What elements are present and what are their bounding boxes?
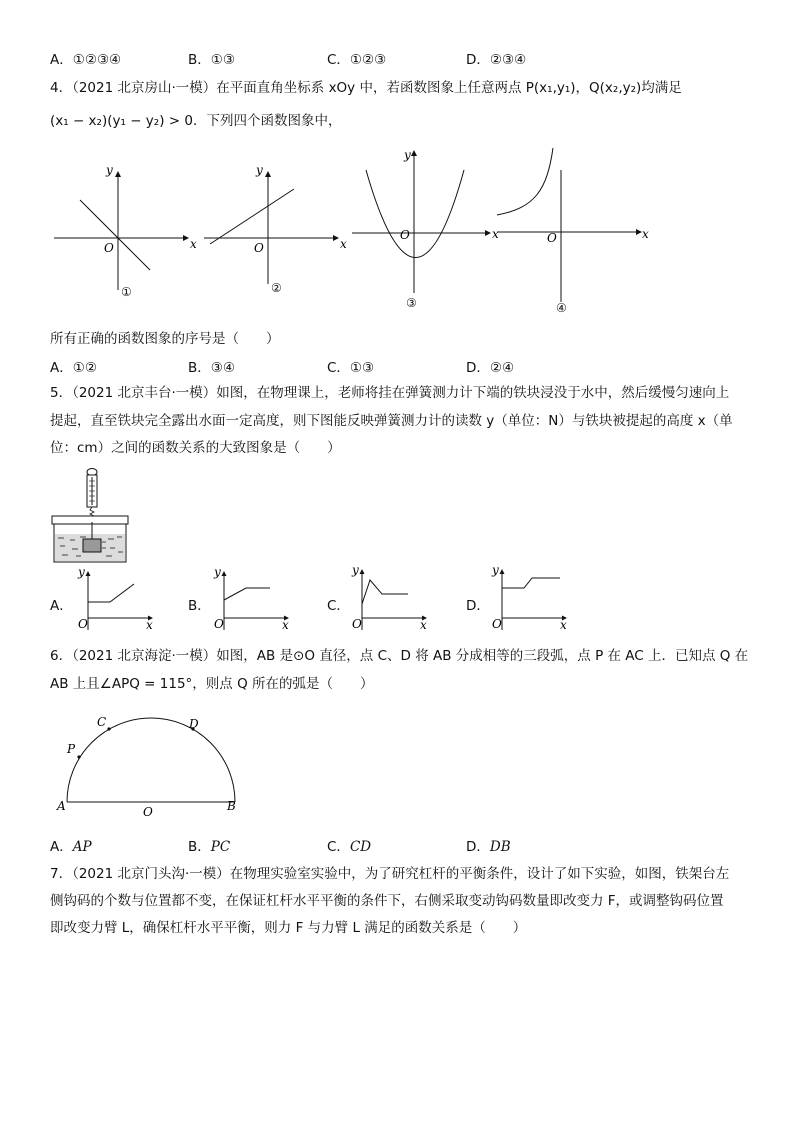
axis-x-label: x [282, 618, 289, 632]
spring-scale-illustration [50, 466, 140, 566]
q4-graph-4-label: ④ [556, 301, 567, 315]
q6-option-c: C．CD [327, 839, 372, 855]
q3-option-a: A．①②③④ [50, 52, 122, 68]
q5-option-b: B． [188, 598, 211, 614]
axis-x-label: x [560, 618, 567, 632]
q6-stem-line1: 6．（2021 北京海淀·一模）如图，AB 是⊙O 直径，点 C、D 将 AB 分成相等的三段弧，点 P 在 AC 上．已知点 Q 在 [50, 648, 749, 664]
axis-y-label: y [106, 163, 113, 177]
axis-x-label: x [190, 237, 197, 251]
q5-option-a: A． [50, 598, 73, 614]
q4-question: 所有正确的函数图象的序号是（ ） [50, 331, 280, 347]
q5-graph-b [206, 565, 296, 632]
q4-option-d: D．②④ [466, 360, 515, 376]
q4-graph-3-label: ③ [406, 296, 417, 310]
axis-y-label: y [352, 563, 359, 577]
q5-graph-a [70, 565, 160, 632]
origin-label: O [547, 231, 557, 245]
origin-label: O [400, 228, 410, 242]
q4-graph-2 [200, 160, 350, 300]
axis-x-label: x [146, 618, 153, 632]
axis-y-label: y [214, 565, 221, 579]
q6-semicircle-figure [55, 712, 245, 822]
q3-option-d: D．②③④ [466, 52, 527, 68]
point-p-label: P [67, 742, 76, 756]
point-a-label: A [57, 799, 66, 813]
point-d-label: D [189, 717, 199, 731]
point-o-label: O [143, 805, 153, 819]
q6-option-d: D．DB [466, 839, 511, 855]
point-c-label: C [97, 715, 107, 729]
q4-graph-2-label: ② [271, 281, 282, 295]
axis-x-label: x [340, 237, 347, 251]
q7-stem-line3: 即改变力臂 L，确保杠杆水平平衡，则力 F 与力臂 L 满足的函数关系是（ ） [50, 920, 527, 936]
q5-stem-line3: 位：cm）之间的函数关系的大致图象是（ ） [50, 440, 341, 456]
q6-stem-line2: AB 上且∠APQ = 115°，则点 Q 所在的弧是（ ） [50, 676, 374, 692]
q5-stem-line2: 提起，直至铁块完全露出水面一定高度，则下图能反映弹簧测力计的读数 y（单位：N）与铁块被提起的高度 x（单 [50, 413, 733, 429]
q6-option-b: B．PC [188, 839, 231, 855]
q7-stem-line1: 7．（2021 北京门头沟·一模）在物理实验室实验中，为了研究杠杆的平衡条件，设计了如下实验，如图，铁架台左 [50, 866, 730, 882]
point-b-label: B [227, 799, 236, 813]
q3-option-b: B．①③ [188, 52, 235, 68]
origin-label: O [492, 617, 502, 631]
q4-stem-line2: (x₁ − x₂)(y₁ − y₂) > 0．下列四个函数图象中， [50, 113, 342, 129]
q6-option-a: A．AP [50, 839, 92, 855]
arc-label: CD [349, 839, 372, 855]
axis-y-label: y [404, 148, 411, 162]
axis-y-label: y [492, 563, 499, 577]
arc-label: DB [489, 839, 511, 855]
q4-option-c: C．①③ [327, 360, 375, 376]
q4-graph-3 [348, 145, 498, 305]
q4-option-b: B．③④ [188, 360, 235, 376]
q4-graph-4 [495, 140, 655, 310]
origin-label: O [254, 241, 264, 255]
origin-label: O [78, 617, 88, 631]
arc-label: AP [72, 839, 92, 855]
origin-label: O [352, 617, 362, 631]
q5-option-c: C． [327, 598, 350, 614]
q4-graph-1-label: ① [121, 285, 132, 299]
origin-label: O [104, 241, 114, 255]
q5-stem-line1: 5．（2021 北京丰台·一模）如图，在物理课上，老师将挂在弹簧测力计下端的铁块浸没于水中，然后缓慢匀速向上 [50, 385, 730, 401]
q4-stem-line1: 4．（2021 北京房山·一模）在平面直角坐标系 xOy 中，若函数图象上任意两点 P(x₁,y₁)，Q(x₂,y₂)均满足 [50, 80, 682, 96]
arc-label: PC [210, 839, 231, 855]
q5-option-d: D． [466, 598, 490, 614]
q3-option-c: C．①②③ [327, 52, 387, 68]
axis-x-label: x [420, 618, 427, 632]
q4-option-a: A．①② [50, 360, 97, 376]
axis-x-label: x [492, 227, 499, 241]
q7-stem-line2: 侧钩码的个数与位置都不变，在保证杠杆水平平衡的条件下，右侧采取变动钩码数量即改变力 F，或调整钩码位置 [50, 893, 724, 909]
q5-graph-c [344, 563, 434, 632]
q4-graph-1 [50, 160, 200, 300]
q5-graph-d [484, 563, 574, 632]
axis-y-label: y [256, 163, 263, 177]
axis-x-label: x [642, 227, 649, 241]
axis-y-label: y [78, 565, 85, 579]
origin-label: O [214, 617, 224, 631]
